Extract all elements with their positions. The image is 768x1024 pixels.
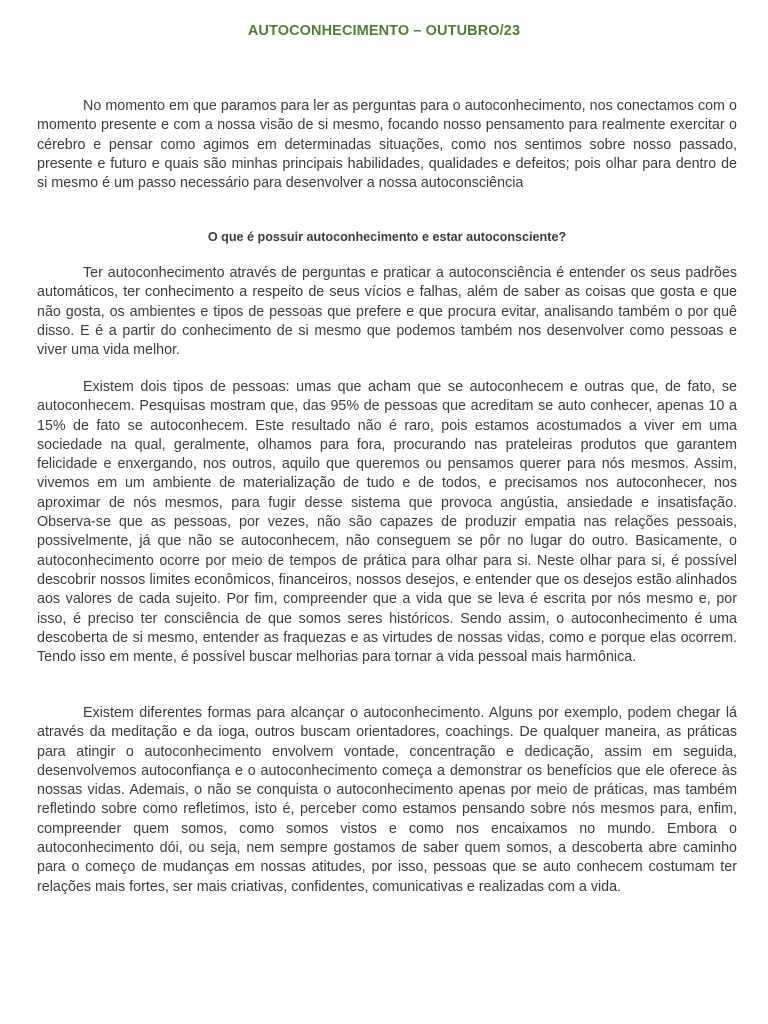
section-subheading: O que é possuir autoconhecimento e estar autoconsciente? (207, 230, 567, 244)
paragraph-definition-block (37, 264, 737, 360)
paragraph-methods: Existem diferentes formas para alcançar o autoconhecimento. Alguns por exemplo, podem chegar lá através da meditação e da ioga, outros buscam orientadores, coachings. De qualquer maneira, as práticas para atingir o autoconhecimento envolvem vontade, concentração e dedicação, assim em seguida, desenvolvemos autoconfiança e o autoconhecimento começa a demonstrar os benefícios que ele oferece às nossas vidas. Ademais, o não se conquista o autoconhecimento apenas por meio de práticas, mas também refletindo sobre como refletimos, isto é, perceber como estamos pensando sobre nós mesmos para, enfim, compreender quem somos, como somos vistos e como nos encaixamos no mundo. Embora o autoconhecimento dói, ou seja, nem sempre gostamos de saber quem somos, a descoberta abre caminho para o começo de mudanças em nossas atitudes, por isso, pessoas que se auto conhecem costumam ter relações mais fortes, ser mais criativas, confidentes, comunicativas e realizadas com a vida. (37, 705, 737, 895)
paragraph-types: Existem dois tipos de pessoas: umas que acham que se autoconhecem e outras que, de fato, se autoconhecem. Pesquisas mostram que, das 95% de pessoas que acreditam se auto conhecer, apenas 10 a 15% de fato se autoconhecem. Este resultado não é raro, pois estamos acostumados a viver em uma sociedade na qual, geralmente, olhamos para fora, procurando nas prateleiras produtos que garantem felicidade e enxergando, nos outros, aquilo que queremos ou pensamos querer para nós mesmos. Assim, vivemos em um ambiente de materialização de tudo e de todos, e precisamos nos autoconhecer, nos aproximar de nós mesmos, para fugir desse sistema que provoca angústia, ansiedade e insatisfação. Observa-se que as pessoas, por vezes, não são capazes de produzir empatia nas relações pessoais, possivelmente, já que não se autoconhecem, não conseguem se pôr no lugar do outro. Basicamente, o autoconhecimento ocorre por meio de tempos de prática para olhar para si. Neste olhar para si, é possível descobrir nossos limites econômicos, financeiros, nossos desejos, e entender que os desejos estão alinhados aos valores de cada sujeito. Por fim, compreender que a vida que se leva é escrita por nós mesmo e, por isso, é preciso ter consciência de que somos seres históricos. Sendo assim, o autoconhecimento é uma descoberta de si mesmo, entender as fraquezas e as virtudes de nossas vidas, como e porque elas ocorrem. Tendo isso em mente, é possível buscar melhorias para tornar a vida pessoal mais harmônica. (37, 379, 737, 666)
paragraph-intro: No momento em que paramos para ler as perguntas para o autoconhecimento, nos conectamos com o momento presente e com a nossa visão de si mesmo, focando nosso pensamento para realmente exercitar o cérebro e pensar como agimos em determinadas situações, como nos sentimos sobre nosso passado, presente e futuro e quais são minhas principais habilidades, qualidades e defeitos; pois olhar para dentro de si mesmo é um passo necessário para desenvolver a nossa autoconsciência (37, 98, 737, 192)
paragraph-intro-block (37, 97, 737, 193)
paragraph-methods-block (37, 704, 737, 897)
paragraph-definition: Ter autoconhecimento através de perguntas e praticar a autoconsciência é entender os seus padrões automáticos, ter conhecimento a respeito de seus vícios e falhas, além de saber as coisas que gosta e que não gosta, os ambientes e tipos de pessoas que prefere e que procura evitar, analisando também o por quê disso. E é a partir do conhecimento de si mesmo que podemos também nos desenvolver como pessoas e viver uma vida melhor. (37, 265, 737, 359)
paragraph-types-block (37, 378, 737, 667)
document-title: AUTOCONHECIMENTO – OUTUBRO/23 (247, 23, 521, 39)
